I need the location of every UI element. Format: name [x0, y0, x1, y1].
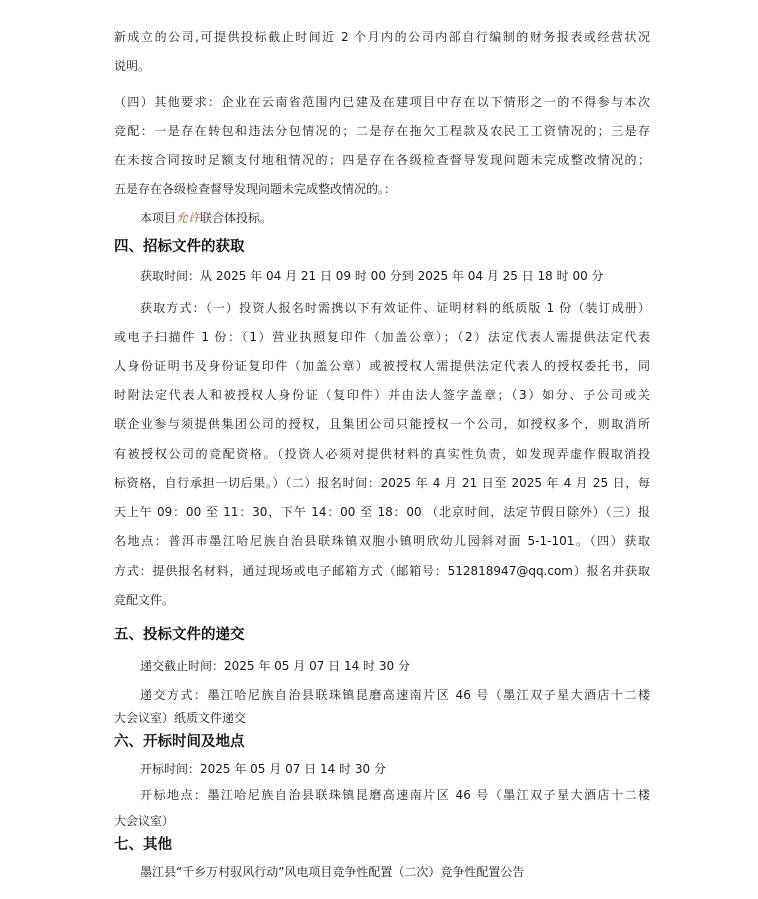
text-line: 大会议室） [114, 814, 175, 828]
section-heading-7: 七、其他 [114, 837, 172, 853]
text-line: 联企业参与须提供集团公司的授权，且集团公司只能授权一个公司，如授权多个，则取消所 [114, 417, 650, 431]
text-line: 新成立的公司,可提供投标截止时间近 2 个月内的公司内部自行编制的财务报表或经营状况 [114, 30, 650, 44]
text-line: 时附法定代表人和被授权人身份证（复印件）并由法人签字盖章；（3）如分、子公司或关 [114, 388, 650, 402]
text-line: （四）其他要求：企业在云南省范围内已建及在建项目中存在以下情形之一的不得参与本次 [114, 95, 650, 109]
section-heading-5: 五、投标文件的递交 [114, 627, 245, 643]
consortium-allowed: 允许 [176, 211, 201, 225]
text-line: 递交方式：墨江哈尼族自治县联珠镇昆磨高速南片区 46 号（墨江双子星大酒店十二楼 [140, 688, 650, 702]
section-heading-4: 四、招标文件的获取 [114, 239, 245, 255]
consortium-line [140, 209, 650, 227]
text-line: 开标地点：墨江哈尼族自治县联珠镇昆磨高速南片区 46 号（墨江双子星大酒店十二楼 [140, 788, 650, 802]
text-line: 递交截止时间：2025 年 05 月 07 日 14 时 30 分 [140, 659, 410, 673]
text-line: 说明。 [114, 59, 151, 73]
text-line: 或电子扫描件 1 份：（1）营业执照复印件（加盖公章）；（2）法定代表人需提供法定代表 [114, 330, 650, 344]
text-line: 获取时间：从 2025 年 04 月 21 日 09 时 00 分到 2025 年 04 月 25 日 18 时 00 分 [140, 269, 604, 283]
text-line: 墨江县“千乡万村驭风行动”风电项目竞争性配置（二次）竞争性配置公告 [140, 865, 525, 879]
text-line: 有被授权公司的竞配资格。（投资人必须对提供材料的真实性负责，如发现弄虚作假取消投 [114, 447, 650, 461]
text-line: 大会议室）纸质文件递交 [114, 711, 247, 725]
text-line: 在未按合同按时足额支付地租情况的；四是存在各级检查督导发现问题未完成整改情况的； [114, 153, 650, 167]
text-line: 获取方式：（一）投资人报名时需携以下有效证件、证明材料的纸质版 1 份（装订成册） [140, 301, 650, 315]
consortium-prefix: 本项目 [140, 211, 177, 225]
text-line: 名地点：普洱市墨江哈尼族自治县联珠镇双胞小镇明欣幼儿园斜对面 5-1-101。（四）获取 [114, 534, 650, 548]
text-line: 竞配文件。 [114, 593, 175, 607]
section-heading-6: 六、开标时间及地点 [114, 734, 245, 750]
text-line: 标资格，自行承担一切后果。）（二）报名时间：2025 年 4 月 21 日至 2025 年 4 月 25 日，每 [114, 476, 650, 490]
text-line: 方式：提供报名材料，通过现场或电子邮箱方式（邮箱号：512818947@qq.com）报名并获取 [114, 564, 650, 578]
consortium-suffix: 联合体投标。 [200, 211, 273, 225]
text-line: 竞配：一是存在转包和违法分包情况的；二是存在拖欠工程款及农民工工资情况的；三是存 [114, 124, 650, 138]
text-line: 人身份证明书及身份证复印件（加盖公章）或被授权人需提供法定代表人的授权委托书，同 [114, 359, 650, 373]
text-line: 五是存在各级检查督导发现问题未完成整改情况的。： [114, 182, 397, 196]
text-line: 开标时间：2025 年 05 月 07 日 14 时 30 分 [140, 762, 386, 776]
text-line: 天上午 09：00 至 11：30，下午 14：00 至 18：00 （北京时间，法定节假日除外）（三）报 [114, 505, 650, 519]
